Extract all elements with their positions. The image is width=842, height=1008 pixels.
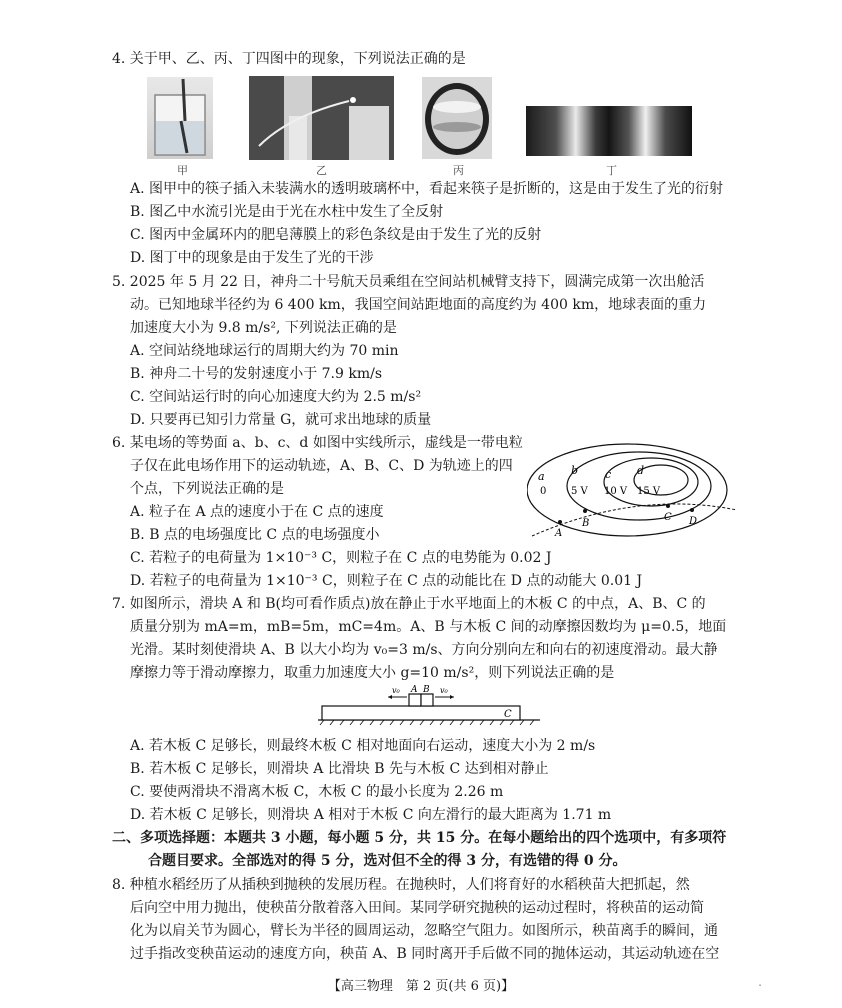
q6-option-b: B. B 点的电场强度比 C 点的电场强度小 xyxy=(130,527,380,543)
q4-option-a: A. 图甲中的筷子插入未装满水的透明玻璃杯中，看起来筷子是折断的，这是由于发生了光的衍射 xyxy=(130,181,724,197)
q8-line-4: 过手指改变秧苗运动的速度方向，秧苗 A、B 同时离开手后做不同的抛体运动，其运动轨迹在空 xyxy=(130,946,720,962)
velocity-left-label: v₀ xyxy=(392,686,400,695)
q8-line-3: 化为以肩关节为圆心，臂长为半径的圆周运动，忽略空气阻力。如图所示，秧苗离手的瞬间，通 xyxy=(130,923,718,939)
q5-line-1: 5. 2025 年 5 月 22 日，神舟二十号航天员乘组在空间站机械臂支持下，圆满完成第一次出舱活 xyxy=(112,274,705,290)
q7-option-b: B. 若木板 C 足够长，则滑块 A 比滑块 B 先与木板 C 达到相对静止 xyxy=(130,761,549,777)
q5-option-b: B. 神舟二十号的发射速度小于 7.9 km/s xyxy=(130,366,383,382)
q6-option-d: D. 若粒子的电荷量为 1×10⁻³ C，则粒子在 C 点的动能比在 D 点的动能大 0.01 J xyxy=(130,573,643,589)
label-c: c xyxy=(605,468,612,481)
q5-line-2: 动。已知地球半径约为 6 400 km，我国空间站距地面的高度约为 400 km，地球表面的重力 xyxy=(130,297,707,313)
q6-line-2: 子仅在此电场作用下的运动轨迹，A、B、C、D 为轨迹上的四 xyxy=(130,458,513,474)
photo-ding xyxy=(526,106,692,156)
potential-b: 5 V xyxy=(571,486,588,497)
page-footer: 【高三物理 第 2 页(共 6 页)】 xyxy=(327,979,515,994)
section2-line-2: 合题目要求。全部选对的得 5 分，选对但不全的得 3 分，有选错的得 0 分。 xyxy=(148,853,627,869)
label-a: a xyxy=(538,470,545,483)
q7-line-1: 7. 如图所示，滑块 A 和 B(均可看作质点)放在静止于水平地面上的木板 C 的中点，A、B、C 的 xyxy=(112,596,706,612)
q5-line-3: 加速度大小为 9.8 m/s², 下列说法正确的是 xyxy=(130,320,397,336)
q6-option-a: A. 粒子在 A 点的速度小于在 C 点的速度 xyxy=(130,504,384,520)
q7-option-d: D. 若木板 C 足够长，则滑块 A 相对于木板 C 向左滑行的最大距离为 1.71 m xyxy=(130,807,612,823)
caption-jia: 甲 xyxy=(177,164,188,177)
glass-chopstick-image xyxy=(147,77,213,159)
photo-bing xyxy=(422,77,492,159)
block-b xyxy=(421,694,433,706)
q5-option-a: A. 空间站绕地球运行的周期大约为 70 min xyxy=(130,343,399,359)
q4-option-c: C. 图丙中金属环内的肥皂薄膜上的彩色条纹是由于发生了光的反射 xyxy=(130,227,542,243)
point-c: C xyxy=(664,512,672,523)
q4-option-b: B. 图乙中水流引光是由于光在水柱中发生了全反射 xyxy=(130,204,444,220)
q7-option-c: C. 要使两滑块不滑离木板 C，木板 C 的最小长度为 2.26 m xyxy=(130,784,504,800)
photo-jia xyxy=(147,77,213,159)
q7-line-3: 光滑。某时刻使滑块 A、B 以大小均为 v₀=3 m/s、方向分别向左和向右的初速度滑动。最大静 xyxy=(130,642,718,658)
q6-line-1: 6. 某电场的等势面 a、b、c、d 如图中实线所示，虚线是一带电粒 xyxy=(112,435,523,451)
water-stream-light-image xyxy=(249,76,394,160)
q4-option-d: D. 图丁中的现象是由于发生了光的干涉 xyxy=(130,250,374,266)
q7-option-a: A. 若木板 C 足够长，则最终木板 C 相对地面向右运动，速度大小为 2 m/s xyxy=(130,738,596,754)
photo-yi xyxy=(249,76,394,160)
soap-film-ring-image xyxy=(422,77,492,159)
surface-c xyxy=(604,458,698,506)
velocity-right-label: v₀ xyxy=(440,686,448,695)
q7-line-2: 质量分别为 mA=m，mB=5m，mC=4m。A、B 与木板 C 间的动摩擦因数均为 μ=0.5，地面 xyxy=(130,619,727,635)
potential-d: 15 V xyxy=(637,486,661,497)
q7-line-4: 摩擦力等于滑动摩擦力，取重力加速度大小 g=10 m/s²，则下列说法正确的是 xyxy=(130,665,615,681)
equipotential-diagram xyxy=(527,440,742,540)
potential-a: 0 xyxy=(540,486,547,497)
q5-option-d: D. 只要再已知引力常量 G，就可求出地球的质量 xyxy=(130,412,432,428)
block-b-label: B xyxy=(423,685,430,695)
blocks-on-board-diagram xyxy=(318,684,540,726)
corner-mark: . xyxy=(758,975,762,989)
caption-bing: 丙 xyxy=(453,164,464,177)
label-b: b xyxy=(571,464,579,477)
point-d: D xyxy=(689,516,698,527)
q6-option-c: C. 若粒子的电荷量为 1×10⁻³ C，则粒子在 C 点的电势能为 0.02 J xyxy=(130,550,552,566)
potential-c: 10 V xyxy=(604,486,628,497)
caption-ding: 丁 xyxy=(606,164,617,177)
q4-stem: 4. 关于甲、乙、丙、丁四图中的现象，下列说法正确的是 xyxy=(112,51,466,67)
caption-yi: 乙 xyxy=(316,164,327,177)
q8-line-1: 8. 种植水稻经历了从插秧到抛秧的发展历程。在抛秧时，人们将育好的水稻秧苗大把抓起，然 xyxy=(112,877,690,893)
section2-line-1: 二、多项选择题：本题共 3 小题，每小题 5 分，共 15 分。在每小题给出的四个选项中，有多项符 xyxy=(112,830,727,846)
point-b: B xyxy=(582,518,590,529)
q6-line-3: 个点，下列说法正确的是 xyxy=(130,481,284,497)
q5-option-c: C. 空间站运行时的向心加速度大约为 2.5 m/s² xyxy=(130,389,422,405)
board-c xyxy=(322,706,520,720)
block-a xyxy=(409,694,421,706)
label-d: d xyxy=(637,464,645,477)
point-a: A xyxy=(555,528,563,539)
block-a-label: A xyxy=(411,685,418,695)
board-c-label: C xyxy=(504,709,512,720)
q8-line-2: 后向空中用力抛出，使秧苗分散着落入田间。某同学研究抛秧的运动过程时，将秧苗的运动简 xyxy=(130,900,704,916)
